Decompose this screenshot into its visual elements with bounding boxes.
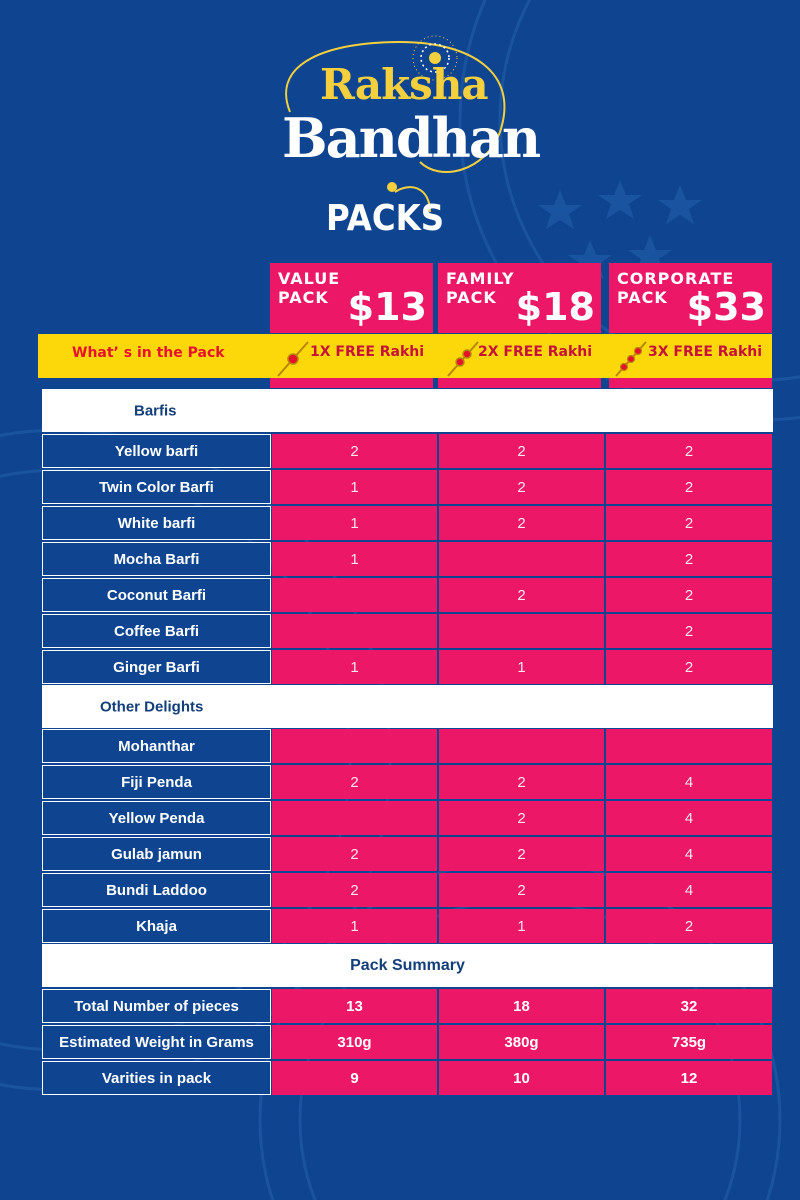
- value-pack-cell: 1: [272, 909, 437, 943]
- logo-bandhan-text: Bandhan: [282, 106, 540, 170]
- family-pack-cell: 2: [439, 578, 604, 612]
- item-label: White barfi: [42, 506, 271, 540]
- corporate-pack-cell: 2: [606, 578, 772, 612]
- corporate-pack-cell: 4: [606, 873, 772, 907]
- table-row: [42, 470, 773, 504]
- rakhi-offer-corporate: 3X FREE Rakhi: [648, 344, 763, 360]
- value-pack-header: [270, 263, 433, 333]
- table-row: [42, 614, 773, 648]
- section-title: Barfis: [134, 402, 177, 419]
- table-row: [42, 909, 773, 943]
- family-pack-cell: 18: [439, 989, 604, 1023]
- value-pack-cell: 1: [272, 542, 437, 576]
- band-accent: [438, 378, 601, 388]
- family-pack-cell: 10: [439, 1061, 604, 1095]
- family-pack-cell: 2: [439, 506, 604, 540]
- value-pack-cell: 2: [272, 837, 437, 871]
- family-pack-cell: 2: [439, 837, 604, 871]
- table-row: [42, 1025, 773, 1059]
- page-title: PACKS: [326, 198, 445, 239]
- table-row: [42, 765, 773, 799]
- table-row: [42, 506, 773, 540]
- corporate-pack-cell: 12: [606, 1061, 772, 1095]
- rakhi-offer-family: 2X FREE Rakhi: [478, 344, 593, 360]
- family-pack-cell: [439, 542, 604, 576]
- rakhi-icon: [614, 338, 648, 378]
- item-label: Mohanthar: [42, 729, 271, 763]
- item-label: Fiji Penda: [42, 765, 271, 799]
- family-pack-cell: 2: [439, 873, 604, 907]
- corporate-pack-cell: 2: [606, 470, 772, 504]
- value-pack-cell: [272, 614, 437, 648]
- table-row: [42, 801, 773, 835]
- logo-raksha-text: Raksha: [320, 60, 488, 109]
- item-label: Coconut Barfi: [42, 578, 271, 612]
- family-pack-cell: 2: [439, 801, 604, 835]
- item-label: Coffee Barfi: [42, 614, 271, 648]
- value-pack-cell: 1: [272, 650, 437, 684]
- family-pack-header: [438, 263, 601, 333]
- value-pack-cell: 2: [272, 873, 437, 907]
- corporate-pack-cell: 4: [606, 765, 772, 799]
- item-label: Varities in pack: [42, 1061, 271, 1095]
- value-pack-cell: 13: [272, 989, 437, 1023]
- value-pack-cell: [272, 801, 437, 835]
- section-header-barfis: [42, 389, 773, 432]
- item-label: Estimated Weight in Grams: [42, 1025, 271, 1059]
- table-row: [42, 729, 773, 763]
- family-pack-cell: 380g: [439, 1025, 604, 1059]
- table-row: [42, 434, 773, 468]
- table-row: [42, 873, 773, 907]
- value-pack-cell: 310g: [272, 1025, 437, 1059]
- corporate-pack-cell: [606, 729, 772, 763]
- whats-in-pack-label: What’ s in the Pack: [72, 345, 225, 361]
- table-row: [42, 989, 773, 1023]
- family-pack-cell: [439, 614, 604, 648]
- pack-price: $13: [347, 285, 427, 329]
- value-pack-cell: [272, 729, 437, 763]
- table-row: [42, 837, 773, 871]
- value-pack-cell: 1: [272, 470, 437, 504]
- value-pack-cell: 9: [272, 1061, 437, 1095]
- table-row: [42, 650, 773, 684]
- item-label: Twin Color Barfi: [42, 470, 271, 504]
- item-label: Ginger Barfi: [42, 650, 271, 684]
- value-pack-cell: 2: [272, 765, 437, 799]
- item-label: Yellow Penda: [42, 801, 271, 835]
- section-header-pack-summary: [42, 944, 773, 987]
- rakhi-icon: [276, 338, 310, 378]
- corporate-pack-header: [609, 263, 772, 333]
- family-pack-cell: [439, 729, 604, 763]
- corporate-pack-cell: 2: [606, 542, 772, 576]
- item-label: Mocha Barfi: [42, 542, 271, 576]
- corporate-pack-cell: 735g: [606, 1025, 772, 1059]
- item-label: Total Number of pieces: [42, 989, 271, 1023]
- pack-name: VALUE PACK: [278, 269, 341, 307]
- corporate-pack-cell: 2: [606, 506, 772, 540]
- family-pack-cell: 1: [439, 650, 604, 684]
- rakhi-offer-value: 1X FREE Rakhi: [310, 344, 425, 360]
- section-title: Other Delights: [100, 698, 204, 715]
- pack-name: FAMILY PACK: [446, 269, 515, 307]
- section-title: Pack Summary: [350, 956, 465, 974]
- table-row: [42, 1061, 773, 1095]
- corporate-pack-cell: 2: [606, 434, 772, 468]
- band-accent: [609, 378, 772, 388]
- family-pack-cell: 1: [439, 909, 604, 943]
- corporate-pack-cell: 2: [606, 650, 772, 684]
- band-accent: [270, 378, 433, 388]
- value-pack-cell: 1: [272, 506, 437, 540]
- corporate-pack-cell: 32: [606, 989, 772, 1023]
- corporate-pack-cell: 2: [606, 614, 772, 648]
- pack-price: $18: [515, 285, 595, 329]
- pack-price: $33: [686, 285, 766, 329]
- corporate-pack-cell: 2: [606, 909, 772, 943]
- value-pack-cell: 2: [272, 434, 437, 468]
- item-label: Yellow barfi: [42, 434, 271, 468]
- item-label: Bundi Laddoo: [42, 873, 271, 907]
- section-header-other-delights: [42, 685, 773, 728]
- item-label: Gulab jamun: [42, 837, 271, 871]
- corporate-pack-cell: 4: [606, 801, 772, 835]
- table-row: [42, 578, 773, 612]
- family-pack-cell: 2: [439, 434, 604, 468]
- rakhi-icon: [446, 338, 480, 378]
- family-pack-cell: 2: [439, 765, 604, 799]
- corporate-pack-cell: 4: [606, 837, 772, 871]
- pack-name: CORPORATE PACK: [617, 269, 735, 307]
- family-pack-cell: 2: [439, 470, 604, 504]
- value-pack-cell: [272, 578, 437, 612]
- table-row: [42, 542, 773, 576]
- item-label: Khaja: [42, 909, 271, 943]
